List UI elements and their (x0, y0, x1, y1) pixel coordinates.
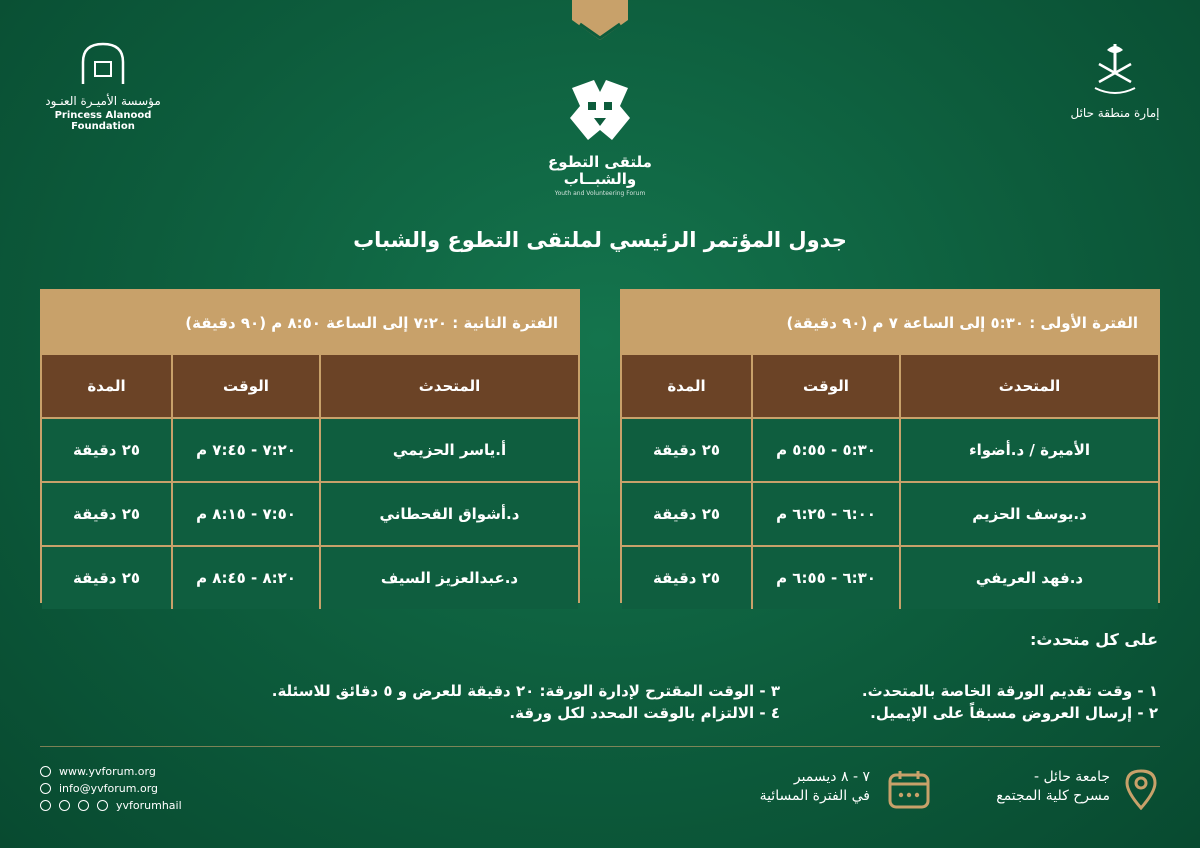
speaker-cell: د.فهد العريفي (900, 546, 1158, 609)
second-period-heading: الفترة الثانية : ٧:٢٠ إلى الساعة ٨:٥٠ م (٩٠ دقيقة) (42, 291, 578, 355)
social-handle-text[interactable]: yvforumhail (116, 799, 182, 812)
duration-cell: ٢٥ دقيقة (42, 418, 172, 482)
speaker-cell: د.يوسف الحزيم (900, 482, 1158, 546)
tiktok-icon (40, 800, 51, 811)
second-period-panel (40, 289, 580, 603)
first-period-table (622, 355, 1158, 609)
date-line: ٧ - ٨ ديسمبر (793, 769, 870, 785)
time-cell: ٥:٣٠ - ٥:٥٥ م (752, 418, 900, 482)
page-title: جدول المؤتمر الرئيسي لملتقى التطوع والشباب (353, 228, 847, 252)
email-icon (40, 783, 51, 794)
second-period-table (42, 355, 578, 609)
footer-divider (40, 746, 1160, 747)
venue-hall-line: مسرح كلية المجتمع (996, 788, 1110, 804)
globe-icon (40, 766, 51, 777)
speaker-cell: د.عبدالعزيز السيف (320, 546, 578, 609)
forum-arabic-name-line2: والشبــاب (563, 170, 637, 188)
table-row (622, 482, 1158, 546)
speaker-column-header: المتحدث (320, 355, 578, 418)
alanood-english-name: Princess Alanood Foundation (54, 110, 152, 132)
website-contact[interactable] (40, 765, 156, 778)
time-cell: ٨:٢٠ - ٨:٤٥ م (172, 546, 320, 609)
table-row (42, 482, 578, 546)
note-item: ٤ - الالتزام بالوقت المحدد لكل ورقة. (509, 704, 780, 722)
snapchat-icon (78, 800, 89, 811)
calendar-icon (888, 769, 930, 809)
time-cell: ٧:٢٠ - ٧:٤٥ م (172, 418, 320, 482)
time-column-header: الوقت (172, 355, 320, 418)
time-cell: ٦:٣٠ - ٦:٥٥ م (752, 546, 900, 609)
email-contact[interactable] (40, 782, 158, 795)
forum-arabic-name-line1: ملتقى التطوع (548, 153, 652, 171)
alanood-emblem-icon (75, 40, 131, 86)
duration-cell: ٢٥ دقيقة (42, 546, 172, 609)
event-date (730, 768, 870, 806)
forum-english-name: Youth and Volunteering Forum (554, 190, 646, 197)
x-icon (59, 800, 70, 811)
location-pin-icon (1124, 768, 1158, 810)
hail-emirate-logo (1060, 40, 1170, 120)
saudi-emblem-icon (1085, 40, 1145, 100)
notes-heading: على كل متحدث: (1029, 630, 1158, 649)
forum-emblem-icon (560, 70, 640, 150)
table-row (42, 418, 578, 482)
speaker-cell: د.أشواق القحطاني (320, 482, 578, 546)
table-row (622, 546, 1158, 609)
table-header-row (42, 355, 578, 418)
first-period-panel (620, 289, 1160, 603)
note-item: ١ - وقت تقديم الورقة الخاصة بالمتحدث. (861, 682, 1158, 700)
table-row (622, 418, 1158, 482)
website-text[interactable]: www.yvforum.org (59, 765, 156, 778)
note-item: ٢ - إرسال العروض مسبقاً على الإيميل. (870, 704, 1158, 722)
duration-cell: ٢٥ دقيقة (42, 482, 172, 546)
social-contact[interactable] (40, 799, 182, 812)
duration-column-header: المدة (622, 355, 752, 418)
time-cell: ٧:٥٠ - ٨:١٥ م (172, 482, 320, 546)
speaker-cell: أ.ياسر الحزيمي (320, 418, 578, 482)
instagram-icon (97, 800, 108, 811)
duration-cell: ٢٥ دقيقة (622, 546, 752, 609)
email-text[interactable]: info@yvforum.org (59, 782, 158, 795)
forum-logo (540, 70, 660, 197)
note-item: ٣ - الوقت المقترح لإدارة الورقة: ٢٠ دقيقة للعرض و ٥ دقائق للاسئلة. (271, 682, 780, 700)
duration-cell: ٢٥ دقيقة (622, 418, 752, 482)
date-time-line: في الفترة المسائية (759, 788, 870, 804)
venue-line: جامعة حائل - (1033, 769, 1110, 785)
alanood-foundation-logo (38, 40, 168, 132)
duration-column-header: المدة (42, 355, 172, 418)
chevron-down-icon (572, 0, 628, 46)
speaker-column-header: المتحدث (900, 355, 1158, 418)
time-column-header: الوقت (752, 355, 900, 418)
table-row (42, 546, 578, 609)
event-venue (950, 768, 1110, 806)
speaker-cell: الأميرة / د.أضواء (900, 418, 1158, 482)
hail-emirate-name: إمارة منطقة حائل (1070, 106, 1160, 120)
time-cell: ٦:٠٠ - ٦:٢٥ م (752, 482, 900, 546)
alanood-arabic-name: مؤسسة الأميـرة العنـود (45, 94, 161, 108)
table-header-row (622, 355, 1158, 418)
first-period-heading: الفترة الأولى : ٥:٣٠ إلى الساعة ٧ م (٩٠ دقيقة) (622, 291, 1158, 355)
duration-cell: ٢٥ دقيقة (622, 482, 752, 546)
